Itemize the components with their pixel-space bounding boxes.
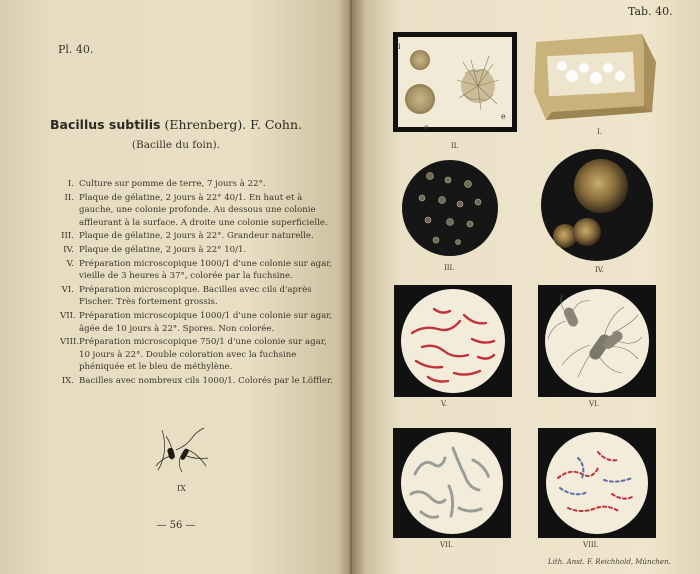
label-VI: VI.: [589, 400, 600, 408]
legend-item-text: Préparation microscopique 750/1 d'une colonie sur agar, 10 jours à 22°. Double coloration avec la fuchsine phéniquée et le bleu de méthylène.: [79, 337, 327, 373]
legend-item-number: I.: [67, 179, 74, 189]
legend-item-text: Bacilles avec nombreux cils 1000/1. Colorés par le Löffler.: [79, 375, 333, 386]
species-name: Bacillus subtilis: [50, 117, 161, 132]
label-i: i: [398, 42, 401, 51]
legend-item-text: Culture sur pomme de terre, 7 jours à 22°.: [79, 179, 266, 189]
figure-i: [532, 32, 657, 122]
figure-viii: [538, 428, 656, 538]
figure-vi: [538, 285, 656, 397]
label-I: I.: [597, 128, 602, 136]
imprint: Lith. Anst. F. Reichhold, München.: [548, 558, 671, 566]
species-authority: (Ehrenberg). F. Cohn.: [164, 117, 302, 132]
legend-item-text: Préparation microscopique 1000/1 d'une colonie sur agar, vieille de 3 heures à 37°, colorée par la fuchsine.: [79, 258, 333, 282]
legend-item-number: VI.: [61, 284, 74, 295]
tab-label: Tab. 40.: [628, 5, 673, 18]
label-II: II.: [451, 142, 459, 150]
figure-ii: [393, 32, 517, 132]
legend-item-number: VII.: [60, 310, 76, 321]
page-title: [0, 117, 352, 132]
ix-bacilli-figure: [152, 420, 216, 474]
plate-label: Pl. 40.: [58, 43, 94, 56]
figure-iii: [400, 158, 500, 258]
legend-item: [60, 375, 338, 388]
legend-item-text: Plaque de gélatine, 2 jours à 22° 40/1. En haut et à gauche, une colonie profonde. Au dessous une colonie affleurant à la surface. A droite une colonie superficielle.: [79, 192, 328, 228]
legend-item-number: IX.: [61, 375, 74, 386]
legend-item: [60, 336, 338, 374]
label-VIII: VIII.: [583, 541, 599, 549]
figure-v: [394, 285, 512, 397]
legend-item-number: VIII.: [60, 337, 80, 348]
legend-item-number: II.: [64, 192, 74, 203]
legend-item: [60, 258, 338, 283]
figure-vii: [393, 428, 511, 538]
legend-item-text: Préparation microscopique 1000/1 d'une colonie sur agar, âgée de 10 jours à 22°. Spores. Non colorée.: [79, 310, 333, 334]
label-V: V.: [441, 400, 448, 408]
label-IV: IV.: [595, 266, 604, 274]
legend-item: [60, 244, 338, 257]
label-e-left: e: [424, 123, 429, 132]
label-III: III.: [444, 264, 455, 272]
legend-item: [60, 284, 338, 309]
legend-item: [60, 230, 338, 243]
legend-item: [60, 192, 338, 230]
legend-item: [60, 310, 338, 335]
legend-item-number: V.: [66, 258, 74, 269]
figure-iv: [537, 148, 657, 263]
label-VII: VII.: [440, 541, 453, 549]
figure-legend: [60, 178, 338, 389]
label-e-right: e: [501, 112, 506, 121]
legend-item-text: Plaque de gélatine, 2 jours à 22° 10/1.: [79, 244, 247, 255]
legend-item-number: III.: [61, 231, 74, 242]
legend-item-text: Préparation microscopique. Bacilles avec cils d'après Fischer. Très fortement grossis.: [79, 284, 312, 308]
legend-item-text: Plaque de gélatine, 2 jours à 22°. Grandeur naturelle.: [79, 231, 314, 242]
legend-item: [60, 178, 338, 191]
ix-figure-label: IX: [177, 484, 186, 493]
page-subtitle: (Bacille du foin).: [131, 139, 221, 151]
legend-item-number: IV.: [63, 244, 74, 255]
page-number: — 56 —: [156, 520, 196, 531]
